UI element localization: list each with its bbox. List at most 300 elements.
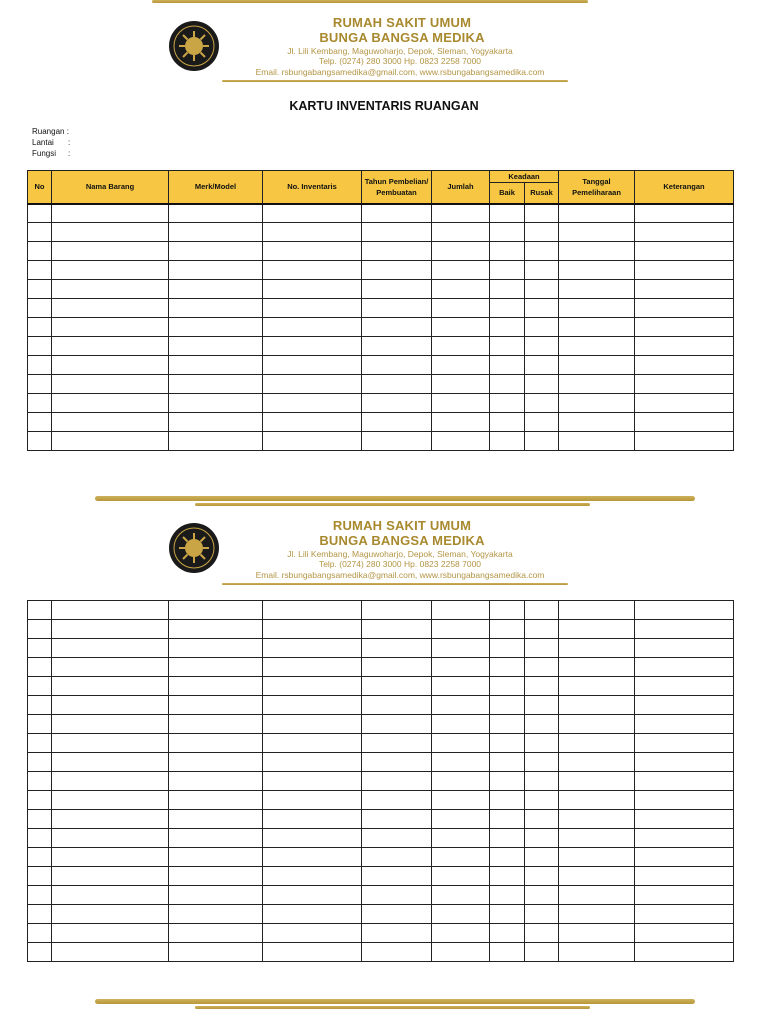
table-cell — [490, 829, 525, 848]
table-cell — [635, 791, 734, 810]
table-cell — [525, 715, 559, 734]
table-cell — [559, 223, 635, 242]
table-cell — [559, 677, 635, 696]
table-cell — [263, 413, 362, 432]
table-cell — [28, 696, 52, 715]
table-cell — [635, 924, 734, 943]
table-cell — [169, 639, 263, 658]
table-cell — [525, 318, 559, 337]
table-cell — [432, 299, 490, 318]
table-cell — [525, 242, 559, 261]
table-row — [28, 715, 734, 734]
table-cell — [559, 601, 635, 620]
table-cell — [525, 734, 559, 753]
table-cell — [28, 658, 52, 677]
table-cell — [635, 810, 734, 829]
table-cell — [525, 867, 559, 886]
table-cell — [490, 639, 525, 658]
table-cell — [28, 337, 52, 356]
table-cell — [525, 299, 559, 318]
inventory-table-1 — [27, 170, 734, 451]
table-cell — [432, 432, 490, 451]
table-cell — [52, 261, 169, 280]
table-cell — [525, 280, 559, 299]
table-cell — [635, 829, 734, 848]
table-cell — [28, 318, 52, 337]
fungsi-label: Fungsi — [32, 149, 57, 158]
table-cell — [559, 658, 635, 677]
lantai-label: Lantai — [32, 138, 54, 147]
table-cell — [635, 734, 734, 753]
table-cell — [635, 261, 734, 280]
table-cell — [432, 677, 490, 696]
table-row — [28, 943, 734, 962]
table-cell — [362, 734, 432, 753]
table-cell — [28, 639, 52, 658]
table-cell — [28, 223, 52, 242]
table-cell — [635, 413, 734, 432]
table-cell — [635, 337, 734, 356]
table-cell — [490, 696, 525, 715]
table-row — [28, 924, 734, 943]
table-row — [28, 867, 734, 886]
table-cell — [525, 413, 559, 432]
table-cell — [52, 791, 169, 810]
table-cell — [263, 223, 362, 242]
table-cell — [432, 791, 490, 810]
table-cell — [169, 696, 263, 715]
table-cell — [263, 810, 362, 829]
table-row — [28, 848, 734, 867]
table-cell — [362, 413, 432, 432]
table-cell — [169, 601, 263, 620]
table-cell — [263, 867, 362, 886]
table-cell — [263, 601, 362, 620]
table-cell — [52, 223, 169, 242]
table-cell — [169, 848, 263, 867]
table-cell — [52, 299, 169, 318]
table-cell — [52, 886, 169, 905]
table-cell — [490, 772, 525, 791]
table-cell — [635, 696, 734, 715]
table-cell — [490, 280, 525, 299]
table-cell — [362, 242, 432, 261]
table-cell — [263, 658, 362, 677]
table-cell — [263, 715, 362, 734]
table-cell — [28, 791, 52, 810]
hospital-address: Jl. Lili Kembang, Maguwoharjo, Depok, Sleman, Yogyakarta — [287, 549, 513, 559]
table-cell — [490, 394, 525, 413]
table-cell — [559, 242, 635, 261]
table-cell — [525, 696, 559, 715]
table-cell — [169, 772, 263, 791]
table-cell — [432, 375, 490, 394]
table-cell — [525, 943, 559, 962]
table-cell — [525, 432, 559, 451]
table-cell — [525, 204, 559, 223]
table-cell — [635, 432, 734, 451]
header-rusak: Rusak — [525, 183, 559, 204]
table-row — [28, 886, 734, 905]
table-row — [28, 905, 734, 924]
table-cell — [263, 620, 362, 639]
header-jumlah: Jumlah — [432, 171, 490, 204]
table-cell — [362, 639, 432, 658]
table-cell — [432, 639, 490, 658]
header-keterangan: Keterangan — [635, 171, 734, 204]
table-cell — [52, 753, 169, 772]
header-keadaan: Keadaan — [490, 171, 559, 183]
table-cell — [635, 905, 734, 924]
table-cell — [362, 318, 432, 337]
header-no: No — [28, 171, 52, 204]
table-row — [28, 677, 734, 696]
table-cell — [432, 753, 490, 772]
table-cell — [362, 204, 432, 223]
table-cell — [263, 432, 362, 451]
table-cell — [362, 829, 432, 848]
table-cell — [525, 829, 559, 848]
table-cell — [635, 375, 734, 394]
table-cell — [169, 375, 263, 394]
table-cell — [490, 375, 525, 394]
table-cell — [490, 905, 525, 924]
table-cell — [52, 413, 169, 432]
table-cell — [263, 886, 362, 905]
table-cell — [28, 943, 52, 962]
table-cell — [169, 413, 263, 432]
table-cell — [559, 924, 635, 943]
table-cell — [362, 601, 432, 620]
table-row — [28, 413, 734, 432]
table-row — [28, 375, 734, 394]
table-cell — [362, 356, 432, 375]
table-cell — [362, 223, 432, 242]
table-cell — [635, 886, 734, 905]
table-cell — [432, 867, 490, 886]
table-cell — [490, 943, 525, 962]
table-cell — [28, 394, 52, 413]
table-cell — [525, 886, 559, 905]
table-cell — [525, 753, 559, 772]
table-cell — [635, 280, 734, 299]
table-cell — [169, 677, 263, 696]
table-cell — [490, 413, 525, 432]
table-cell — [432, 848, 490, 867]
table-cell — [52, 715, 169, 734]
table-cell — [559, 620, 635, 639]
table-row — [28, 432, 734, 451]
table-cell — [28, 772, 52, 791]
table-cell — [169, 280, 263, 299]
table-cell — [525, 677, 559, 696]
table-cell — [362, 299, 432, 318]
table-row — [28, 829, 734, 848]
table-cell — [635, 299, 734, 318]
table-cell — [169, 886, 263, 905]
table-cell — [525, 791, 559, 810]
table-cell — [362, 848, 432, 867]
table-cell — [263, 337, 362, 356]
table-row — [28, 601, 734, 620]
table-cell — [490, 715, 525, 734]
bottom-gold-bar-short — [195, 1006, 590, 1009]
table-cell — [263, 848, 362, 867]
table-cell — [28, 810, 52, 829]
table-cell — [432, 886, 490, 905]
table-cell — [635, 753, 734, 772]
table-cell — [525, 601, 559, 620]
table-cell — [52, 658, 169, 677]
table-cell — [52, 848, 169, 867]
table-cell — [263, 204, 362, 223]
table-cell — [490, 356, 525, 375]
table-1-body — [28, 204, 734, 451]
table-cell — [52, 375, 169, 394]
table-cell — [52, 318, 169, 337]
table-row — [28, 810, 734, 829]
table-cell — [635, 356, 734, 375]
table-cell — [169, 620, 263, 639]
table-cell — [525, 905, 559, 924]
hospital-name-line1: RUMAH SAKIT UMUM — [332, 15, 472, 30]
inventory-table-2 — [27, 600, 734, 962]
table-cell — [52, 356, 169, 375]
table-cell — [263, 829, 362, 848]
table-cell — [432, 337, 490, 356]
table-cell — [559, 261, 635, 280]
table-cell — [362, 394, 432, 413]
table-cell — [169, 318, 263, 337]
table-row — [28, 791, 734, 810]
table-cell — [52, 829, 169, 848]
table-cell — [362, 280, 432, 299]
table-cell — [559, 772, 635, 791]
table-cell — [559, 734, 635, 753]
table-cell — [559, 356, 635, 375]
table-cell — [432, 223, 490, 242]
header-baik: Baik — [490, 183, 525, 204]
table-cell — [490, 261, 525, 280]
table-row — [28, 696, 734, 715]
table-cell — [432, 356, 490, 375]
table-row — [28, 299, 734, 318]
table-cell — [559, 791, 635, 810]
table-row — [28, 261, 734, 280]
table-cell — [28, 375, 52, 394]
table-row — [28, 337, 734, 356]
table-cell — [362, 886, 432, 905]
table-cell — [169, 810, 263, 829]
table-cell — [263, 734, 362, 753]
table-cell — [525, 620, 559, 639]
table-cell — [490, 867, 525, 886]
table-cell — [28, 848, 52, 867]
table-cell — [635, 394, 734, 413]
table-row — [28, 280, 734, 299]
table-cell — [169, 394, 263, 413]
table-cell — [263, 375, 362, 394]
table-row — [28, 658, 734, 677]
table-cell — [490, 204, 525, 223]
table-cell — [52, 242, 169, 261]
table-cell — [432, 772, 490, 791]
table-cell — [490, 620, 525, 639]
table-cell — [525, 223, 559, 242]
table-cell — [28, 829, 52, 848]
table-cell — [169, 658, 263, 677]
table-cell — [169, 299, 263, 318]
table-row — [28, 318, 734, 337]
table-row — [28, 394, 734, 413]
table-cell — [169, 943, 263, 962]
table-row — [28, 204, 734, 223]
table-cell — [525, 394, 559, 413]
table-cell — [432, 620, 490, 639]
table-cell — [263, 394, 362, 413]
table-cell — [28, 715, 52, 734]
table-cell — [490, 753, 525, 772]
table-cell — [263, 639, 362, 658]
table-cell — [52, 867, 169, 886]
table-cell — [490, 886, 525, 905]
table-row — [28, 242, 734, 261]
table-cell — [432, 318, 490, 337]
bottom-gold-bar — [95, 999, 695, 1004]
table-cell — [263, 356, 362, 375]
table-cell — [52, 601, 169, 620]
table-cell — [490, 223, 525, 242]
table-cell — [559, 829, 635, 848]
header-merk-model: Merk/Model — [169, 171, 263, 204]
hospital-phone: Telp. (0274) 280 3000 Hp. 0823 2258 7000 — [318, 559, 482, 569]
table-cell — [559, 337, 635, 356]
page-separator-bar — [95, 496, 695, 501]
table-cell — [362, 753, 432, 772]
table-cell — [490, 242, 525, 261]
table-cell — [635, 639, 734, 658]
meta-lantai — [32, 138, 70, 147]
table-cell — [559, 848, 635, 867]
table-cell — [263, 924, 362, 943]
table-cell — [169, 242, 263, 261]
table-cell — [362, 677, 432, 696]
table-cell — [362, 791, 432, 810]
table-cell — [490, 924, 525, 943]
table-2-body — [28, 601, 734, 962]
table-row — [28, 639, 734, 658]
header-no-inventaris: No. Inventaris — [263, 171, 362, 204]
header-nama-barang: Nama Barang — [52, 171, 169, 204]
lantai-colon: : — [68, 138, 71, 147]
top-gold-bar — [152, 0, 588, 3]
hospital-logo-icon — [168, 20, 220, 72]
table-cell — [28, 753, 52, 772]
table-cell — [635, 772, 734, 791]
table-cell — [635, 204, 734, 223]
table-cell — [432, 829, 490, 848]
table-cell — [362, 924, 432, 943]
table-cell — [490, 677, 525, 696]
table-cell — [52, 772, 169, 791]
table-cell — [635, 658, 734, 677]
table-cell — [28, 867, 52, 886]
table-cell — [525, 810, 559, 829]
table-cell — [432, 394, 490, 413]
table-cell — [28, 734, 52, 753]
table-cell — [432, 413, 490, 432]
table-cell — [169, 753, 263, 772]
hospital-name-line2: BUNGA BANGSA MEDIKA — [319, 533, 485, 548]
table-cell — [169, 432, 263, 451]
table-cell — [28, 204, 52, 223]
table-cell — [559, 375, 635, 394]
hospital-contact: Email. rsbungabangsamedika@gmail.com, www.rsbungabangsamedika.com — [255, 570, 545, 580]
page-separator-bar-short — [195, 503, 590, 506]
table-cell — [432, 261, 490, 280]
table-cell — [635, 867, 734, 886]
table-cell — [635, 677, 734, 696]
table-cell — [52, 943, 169, 962]
table-cell — [432, 204, 490, 223]
table-cell — [559, 905, 635, 924]
table-cell — [635, 601, 734, 620]
table-cell — [52, 639, 169, 658]
table-cell — [169, 715, 263, 734]
table-cell — [169, 261, 263, 280]
ruangan-label: Ruangan : — [32, 127, 69, 136]
table-cell — [28, 261, 52, 280]
table-cell — [432, 242, 490, 261]
table-cell — [28, 356, 52, 375]
table-cell — [635, 223, 734, 242]
table-cell — [28, 905, 52, 924]
table-cell — [559, 886, 635, 905]
document-title: KARTU INVENTARIS RUANGAN — [289, 99, 479, 113]
table-cell — [362, 658, 432, 677]
table-cell — [559, 413, 635, 432]
table-cell — [362, 432, 432, 451]
table-cell — [28, 432, 52, 451]
table-cell — [362, 867, 432, 886]
table-cell — [635, 318, 734, 337]
hospital-name-line2: BUNGA BANGSA MEDIKA — [319, 30, 485, 45]
table-cell — [635, 242, 734, 261]
table-cell — [559, 810, 635, 829]
table-cell — [169, 204, 263, 223]
table-cell — [362, 375, 432, 394]
table-cell — [525, 772, 559, 791]
table-cell — [263, 905, 362, 924]
table-cell — [362, 696, 432, 715]
table-cell — [525, 337, 559, 356]
table-cell — [432, 905, 490, 924]
fungsi-colon: : — [68, 149, 71, 158]
meta-ruangan — [32, 127, 69, 136]
table-cell — [28, 280, 52, 299]
table-cell — [52, 432, 169, 451]
table-row — [28, 356, 734, 375]
table-cell — [52, 204, 169, 223]
meta-fungsi — [32, 149, 70, 158]
table-cell — [28, 886, 52, 905]
table-cell — [263, 318, 362, 337]
table-cell — [362, 905, 432, 924]
table-cell — [525, 639, 559, 658]
table-cell — [432, 658, 490, 677]
table-cell — [169, 337, 263, 356]
table-cell — [490, 734, 525, 753]
